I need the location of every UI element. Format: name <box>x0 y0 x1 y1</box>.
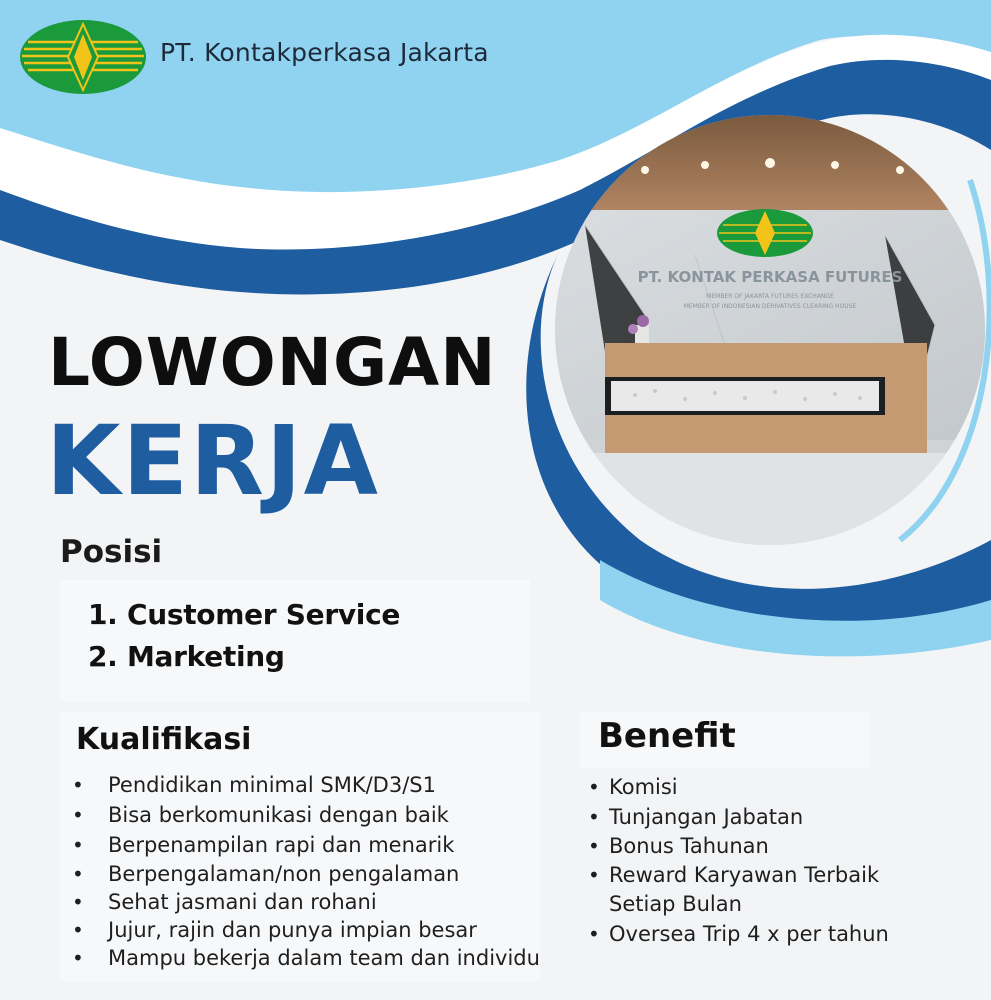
bullet-icon: • <box>588 805 600 829</box>
bullet-icon: • <box>72 890 84 914</box>
bullet-icon: • <box>588 834 600 858</box>
benefit-item: Oversea Trip 4 x per tahun <box>609 922 889 946</box>
qualification-item: Mampu bekerja dalam team dan individu <box>108 946 540 970</box>
qualification-item: Berpenampilan rapi dan menarik <box>108 833 455 857</box>
sign-sub1: MEMBER OF JAKARTA FUTURES EXCHANGE <box>706 293 834 300</box>
sign-sub2: MEMBER OF INDONESIAN DERIVATIVES CLEARING HOUSE <box>683 303 857 310</box>
benefit-item: Reward Karyawan Terbaik <box>609 863 880 887</box>
qualifications-title: Kualifikasi <box>76 722 252 757</box>
bullet-icon: • <box>588 775 600 799</box>
benefit-item: Bonus Tahunan <box>609 834 769 858</box>
bullet-icon: • <box>72 773 84 797</box>
sign-title: PT. KONTAK PERKASA FUTURES <box>637 268 903 286</box>
company-name: PT. Kontakperkasa Jakarta <box>160 38 489 67</box>
bullet-icon: • <box>72 833 84 857</box>
benefit-title: Benefit <box>598 716 736 756</box>
benefit-item-continuation: Setiap Bulan <box>609 892 742 916</box>
positions-title: Posisi <box>60 534 163 570</box>
bullet-icon: • <box>72 862 84 886</box>
headline-kerja: KERJA <box>46 405 380 517</box>
office-photo <box>555 115 985 545</box>
company-logo-icon <box>18 18 148 96</box>
bullet-icon: • <box>588 922 600 946</box>
benefit-item: Tunjangan Jabatan <box>609 805 804 829</box>
position-item: 2. Marketing <box>88 640 285 673</box>
qualification-item: Sehat jasmani dan rohani <box>108 890 377 914</box>
bullet-icon: • <box>72 803 84 827</box>
bullet-icon: • <box>72 946 84 970</box>
headline-lowongan: LOWONGAN <box>48 324 497 401</box>
qualification-item: Jujur, rajin dan punya impian besar <box>108 918 477 942</box>
qualification-item: Pendidikan minimal SMK/D3/S1 <box>108 773 436 797</box>
qualification-item: Berpengalaman/non pengalaman <box>108 862 460 886</box>
benefit-item: Komisi <box>609 775 678 799</box>
bullet-icon: • <box>72 918 84 942</box>
bullet-icon: • <box>588 863 600 887</box>
position-item: 1. Customer Service <box>88 598 401 631</box>
qualification-item: Bisa berkomunikasi dengan baik <box>108 803 449 827</box>
